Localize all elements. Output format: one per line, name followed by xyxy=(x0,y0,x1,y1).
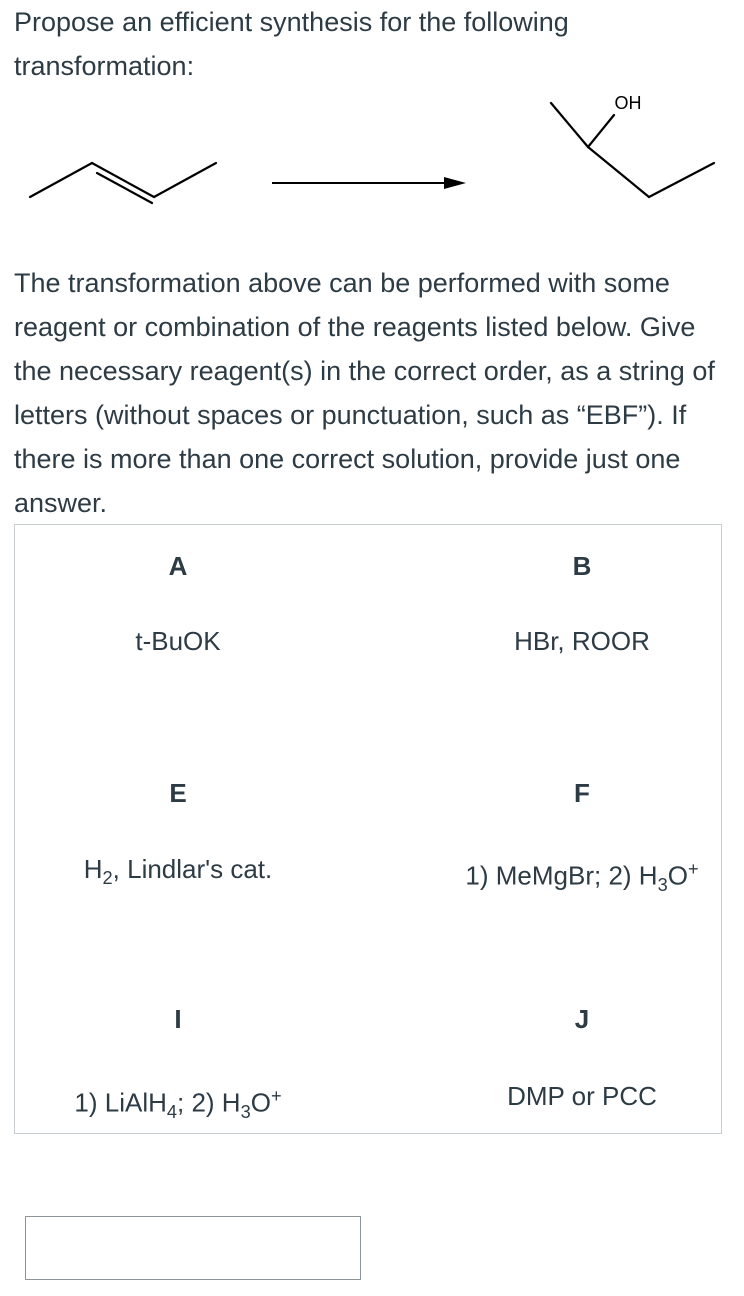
reagent-table xyxy=(14,524,722,1134)
starting-material-structure xyxy=(30,163,216,203)
reagent-letter-f: F xyxy=(574,778,590,808)
reagent-j: DMP or PCC xyxy=(507,1081,657,1111)
reagent-a: t-BuOK xyxy=(135,626,221,656)
reaction-arrow xyxy=(272,177,466,189)
reagent-letter-a: A xyxy=(168,551,188,581)
reagent-i: 1) LiAlH$_4$; 2) $H_3O^+$ xyxy=(74,1086,282,1122)
reagent-e: $H_2$, Lindlar's cat. xyxy=(83,854,273,889)
answer-input[interactable] xyxy=(25,1216,361,1280)
reagent-b: HBr, ROOR xyxy=(514,626,650,656)
reagent-f: 1) MeMgBr; 2) $H_3O^+$ xyxy=(465,859,699,895)
reagent-letter-j: J xyxy=(574,1004,590,1034)
reagent-letter-i: I xyxy=(174,1004,182,1034)
reagent-letter-b: B xyxy=(572,551,592,581)
question-heading: Propose an efficient synthesis for the following transformation: xyxy=(14,7,569,81)
reaction-scheme-drawing xyxy=(0,85,744,225)
reagent-letter-e: E xyxy=(169,778,187,808)
question-instructions: The transformation above can be performed with some reagent or combination of the reagents listed below. Give the necessary reagent(s) in the correct order, as a string of letters (without spaces or punctuation, such as “EBF”). If there is more than one correct solution, provide just one answer. xyxy=(14,268,715,518)
product-structure xyxy=(551,103,714,197)
hydroxyl-label: OH xyxy=(614,93,642,113)
reaction-scheme xyxy=(0,85,744,225)
